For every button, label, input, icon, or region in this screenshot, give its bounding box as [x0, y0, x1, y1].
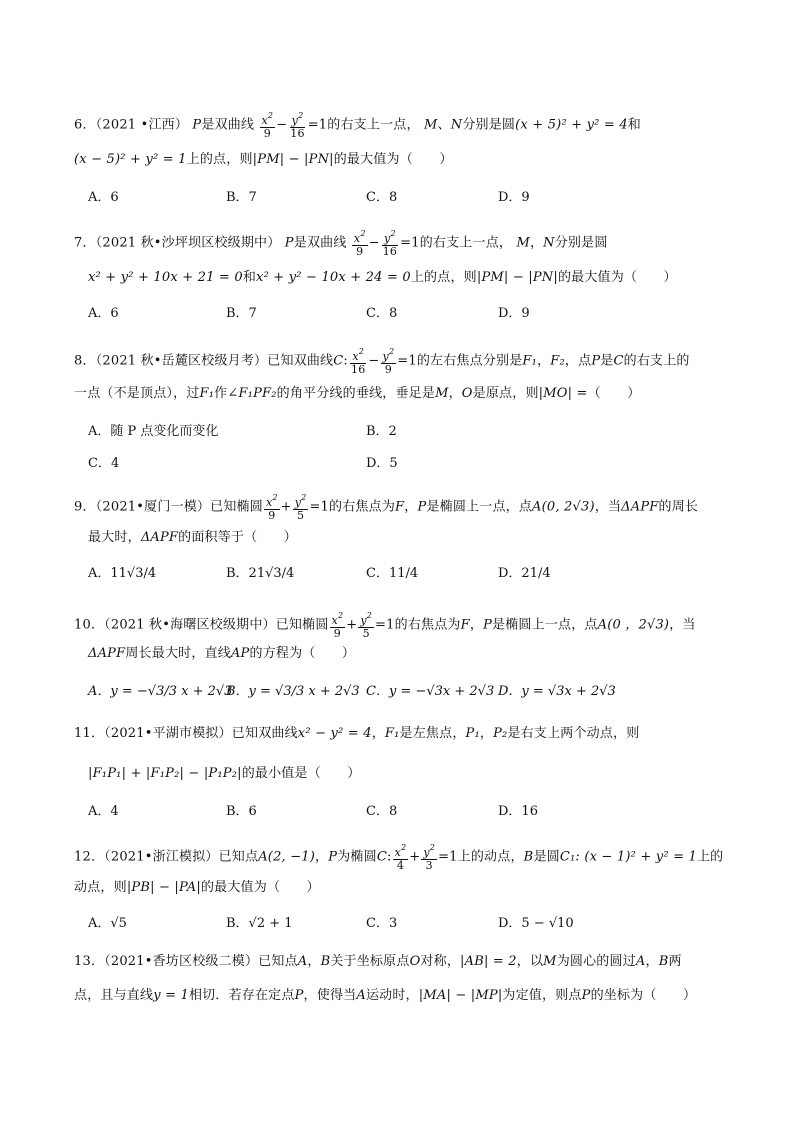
q12-text: 上的	[696, 849, 724, 865]
q12-option-c: C．3	[366, 916, 398, 931]
q13-text: 相切．若存在定点	[188, 988, 295, 1003]
q12-fraction-x: $\frac{x^2}{4}$	[394, 843, 407, 872]
q12-text: 动点，则	[74, 880, 127, 895]
q10-text: 是椭圆上一点，点	[492, 617, 598, 633]
q9-var-f: F	[395, 499, 405, 515]
q8-option-d: D．5	[366, 456, 398, 471]
q6-text: 和	[627, 117, 641, 133]
q8-var-p: P	[591, 353, 601, 369]
q11-text: 是左焦点，	[399, 726, 466, 741]
q7-text: 的右支上一点，	[419, 235, 513, 251]
q10-text: 的右焦点为	[394, 617, 461, 633]
question-13-line-1	[74, 954, 682, 970]
q11-p1: P₁	[465, 726, 480, 741]
q6-source: 6．（2021 •江西）	[74, 117, 193, 133]
q13-text: 的坐标为（ ）	[590, 988, 697, 1003]
q6-fraction-x: $\frac{x^2}{9}$	[261, 111, 274, 140]
q7-fraction-x: $\frac{x^2}{9}$	[353, 229, 366, 258]
question-8-line-1: 8．（2021 秋•岳麓区校级月考）已知双曲线C: $\frac{x^2}{16}$ − $\frac{y^2}{9}$ =1的左右焦点分别是F₁，F₂，点P是C的右支上的	[74, 347, 690, 376]
q8-option-c: C．4	[88, 456, 120, 471]
question-7-line-1: 7．（2021 秋•沙坪坝区校级期中） P是双曲线 $\frac{x^2}{9}$ − $\frac{y^2}{16}$ =1的右支上一点， M，N分别是圆	[74, 229, 608, 258]
q6-expression: |PM| − |PN|	[252, 152, 334, 167]
q12-fraction-y: $\frac{y^2}{3}$	[423, 843, 436, 872]
q7-option-d: D．9	[498, 306, 530, 321]
q13-text: ，使得当	[303, 988, 357, 1003]
q8-text: 的右支上的	[623, 353, 690, 369]
q9-text: 的右焦点为	[329, 499, 396, 515]
q8-f1-2: F₁	[199, 386, 215, 401]
q12-text: 上的动点，	[457, 849, 524, 865]
q10-text: ，	[469, 617, 484, 633]
q6-option-c: C．8	[366, 190, 398, 205]
q12-text: 为椭圆	[337, 849, 377, 865]
q12-point-a: A(2, −1)	[258, 849, 316, 865]
question-9-line-1: 9．（2021•厦门一模）已知椭圆 $\frac{x^2}{9}$ + $\frac{y^2}{5}$ =1的右焦点为F，P是椭圆上一点，点A(0, 2√3)，当ΔAPF的周长	[74, 493, 699, 522]
q13-text: 关于坐标原点	[330, 954, 410, 969]
q13-text: 对称，	[420, 954, 461, 969]
q10-var-f: F	[460, 617, 470, 633]
q11-p2: P₂	[493, 726, 508, 741]
q7-text: 分别是圆	[554, 235, 608, 251]
q12-option-a: A．√5	[88, 916, 127, 931]
q9-fraction-x: $\frac{x^2}{9}$	[265, 493, 278, 522]
q7-text: 上的点，则	[410, 270, 477, 285]
q9-option-a: A．11√3/4	[88, 566, 157, 581]
q9-option-d: D．21/4	[498, 566, 551, 581]
q6-option-a: A．6	[88, 190, 119, 205]
q12-var-p: P	[328, 849, 338, 865]
q7-var-p: P	[284, 235, 294, 251]
q10-fraction-x: $\frac{x^2}{9}$	[331, 611, 344, 640]
q8-text: 作	[214, 386, 228, 401]
q8-text: 的角平分线的垂线，垂足是	[276, 386, 436, 401]
q9-var-p: P	[417, 499, 427, 515]
q12-expression: |PB| − |PA|	[126, 880, 201, 895]
q13-var-m: M	[543, 954, 557, 969]
q6-text: 的右支上一点，	[327, 117, 420, 133]
q9-option-c: C．11/4	[366, 566, 419, 581]
q13-expression: |MA| − |MP|	[418, 988, 503, 1003]
q8-var-c: C	[613, 353, 624, 369]
q9-text: ，	[404, 499, 418, 515]
q13-var-b: B	[320, 954, 331, 969]
q8-var-o: O	[461, 386, 473, 401]
question-10-line-1: 10．（2021 秋•海曙区校级期中）已知椭圆 $\frac{x^2}{9}$ + $\frac{y^2}{5}$ =1的右焦点为F，P是椭圆上一点，点A(0 ，2√3)，当	[74, 611, 696, 640]
question-6-line-1: 6．（2021 •江西） P是双曲线 $\frac{x^2}{9}$ − $\frac{y^2}{16}$ =1的右支上一点， M、N分别是圆(x + 5)² + y² = 4和	[74, 111, 641, 140]
q7-option-a: A．6	[88, 306, 119, 321]
q7-option-b: B．7	[226, 306, 257, 321]
q9-option-b: B．21√3/4	[226, 566, 295, 581]
q8-var-m: M	[435, 386, 449, 401]
q13-var-a-3: A	[356, 988, 366, 1003]
q11-text: 是右支上两个动点，则	[507, 726, 640, 741]
q6-option-b: B．7	[226, 190, 257, 205]
q8-fraction-y: $\frac{y^2}{9}$	[382, 347, 395, 376]
q13-text: ，以	[516, 954, 544, 969]
q8-text: 是	[600, 353, 614, 369]
q10-option-d: D．y = √3x + 2√3	[498, 684, 616, 699]
q9-fraction-y: $\frac{y^2}{5}$	[294, 493, 307, 522]
q9-text: 最大时，	[88, 530, 141, 545]
q10-option-b: B．y = √3/3 x + 2√3	[226, 684, 360, 699]
q10-source: 10．（2021 秋•海曙区校级期中）已知椭圆	[74, 617, 329, 633]
q8-f2: F₂	[550, 353, 565, 369]
q6-text: 的最大值为（ ）	[333, 152, 453, 167]
q12-text: 是圆	[533, 849, 560, 865]
q9-text: 的周长	[658, 499, 699, 515]
q8-text: 一点（不是顶点），过	[74, 386, 200, 401]
q10-point-a: A(0 ，2√3)	[597, 617, 670, 633]
q6-circle-1: (x + 5)² + y² = 4	[515, 117, 628, 133]
q7-circle-1: x² + y² + 10x + 21 = 0	[88, 270, 243, 285]
q11-option-c: C．8	[366, 804, 398, 819]
question-12-line-2	[74, 880, 320, 896]
q12-text: ，	[315, 849, 329, 865]
q12-var-b: B	[523, 849, 534, 865]
q6-var-p: P	[192, 117, 202, 133]
q12-option-d: D．5 − √10	[498, 916, 574, 931]
q12-circle: C₁: (x − 1)² + y² = 1	[559, 849, 697, 865]
q10-text: 周长最大时，直线	[125, 646, 231, 661]
q12-text: 的最大值为（ ）	[200, 880, 320, 895]
q7-text: 是双曲线	[293, 235, 347, 251]
question-7-line-2	[88, 270, 677, 286]
q13-var-p-2: P	[581, 988, 591, 1003]
q13-var-p: P	[294, 988, 304, 1003]
q9-text: ，当	[594, 499, 622, 515]
q11-option-d: D．16	[498, 804, 538, 819]
q13-var-a: A	[297, 954, 308, 969]
q11-equation: x² − y² = 4	[297, 726, 372, 741]
q13-text: 为定值，则点	[502, 988, 582, 1003]
q13-text: 为圆心的圆过	[556, 954, 636, 969]
question-11-line-2	[88, 766, 361, 782]
q12-curve-c: C	[376, 849, 387, 865]
q7-expression: |PM| − |PN|	[476, 270, 558, 285]
q8-text: 是原点，则	[472, 386, 539, 401]
question-13-line-2	[74, 988, 696, 1004]
q11-source: 11．（2021•平湖市模拟）已知双曲线	[74, 726, 298, 741]
q11-f1: F₁	[384, 726, 400, 741]
q13-text: 运动时，	[365, 988, 419, 1003]
q10-fraction-y: $\frac{y^2}{5}$	[360, 611, 373, 640]
q9-source: 9．（2021•厦门一模）已知椭圆	[74, 499, 263, 515]
q6-text: 上的点，则	[186, 152, 253, 167]
q7-text: 的最大值为（ ）	[557, 270, 677, 285]
q13-var-a-2: A	[635, 954, 646, 969]
q11-text: ，	[371, 726, 385, 741]
question-6-line-2	[74, 152, 453, 168]
q11-text: 的最小值是（ ）	[241, 766, 361, 781]
q6-text: 分别是圆	[462, 117, 516, 133]
q6-var-n: N	[450, 117, 463, 133]
question-12-line-1: 12．（2021•浙江模拟）已知点A(2, −1)，P为椭圆C: $\frac{x^2}{4}$ + $\frac{y^2}{3}$ =1上的动点，B是圆C₁: (x − 1)² + y² = 1上的	[74, 843, 724, 872]
q6-fraction-y: $\frac{y^2}{16}$	[290, 111, 305, 140]
question-11-line-1	[74, 726, 639, 742]
q13-var-o: O	[409, 954, 421, 969]
q12-source: 12．（2021•浙江模拟）已知点	[74, 849, 259, 865]
q8-mo: |MO| =	[538, 386, 588, 401]
q7-source: 7．（2021 秋•沙坪坝区校级期中）	[74, 235, 285, 251]
q8-text: ，点	[564, 353, 592, 369]
q8-fraction-x: $\frac{x^2}{16}$	[351, 347, 366, 376]
q13-ab: |AB| = 2	[460, 954, 517, 969]
q9-point-a: A(0, 2√3)	[532, 499, 595, 515]
q13-text: ，	[645, 954, 659, 969]
q8-option-a: A．随 P 点变化而变化	[88, 424, 219, 439]
q9-triangle: ΔAPF	[621, 499, 659, 515]
q6-text: 是双曲线	[201, 117, 255, 133]
q7-var-n: N	[543, 235, 555, 251]
question-9-line-2	[88, 530, 297, 546]
q8-text: ，	[448, 386, 462, 401]
q8-text: 的左右焦点分别是	[416, 353, 523, 369]
q6-text: 、	[437, 117, 451, 133]
q13-text: ，	[307, 954, 321, 969]
q6-circle-2: (x − 5)² + y² = 1	[74, 152, 187, 167]
q8-angle: ∠F₁PF₂	[227, 386, 277, 401]
q10-var-p: P	[483, 617, 493, 633]
q13-var-b-2: B	[658, 954, 669, 969]
q10-option-c: C．y = −√3x + 2√3	[366, 684, 495, 699]
q8-text: （ ）	[587, 386, 641, 401]
q11-text: ，	[479, 726, 494, 741]
q11-expression: |F₁P₁| + |F₁P₂| − |P₁P₂|	[88, 766, 242, 781]
q7-text: 和	[242, 270, 257, 285]
q9-text: 的面积等于（ ）	[178, 530, 297, 545]
q9-triangle-2: ΔAPF	[140, 530, 179, 545]
q10-triangle: ΔAPF	[88, 646, 126, 661]
q10-option-a: A．y = −√3/3 x + 2√3	[88, 684, 233, 699]
question-8-line-2	[74, 386, 640, 402]
q10-text: ，当	[669, 617, 696, 633]
q13-source: 13．（2021•香坊区校级二模）已知点	[74, 954, 298, 969]
question-10-line-2	[88, 646, 355, 662]
q8-f1: F₁	[522, 353, 538, 369]
q6-var-m: M	[424, 117, 438, 133]
q13-line-y: y = 1	[153, 988, 189, 1003]
q7-option-c: C．8	[366, 306, 398, 321]
q13-text: 两	[668, 954, 682, 969]
q8-option-b: B．2	[366, 424, 397, 439]
q7-fraction-y: $\frac{y^2}{16}$	[382, 229, 398, 258]
q13-text: 点，且与直线	[74, 988, 154, 1003]
q8-curve-c: C	[333, 353, 344, 369]
q6-option-d: D．9	[498, 190, 530, 205]
q12-option-b: B．√2 + 1	[226, 916, 293, 931]
q10-text: 的方程为（ ）	[249, 646, 356, 661]
q11-option-b: B．6	[226, 804, 257, 819]
q10-line-ap: AP	[230, 646, 250, 661]
q9-text: 是椭圆上一点，点	[426, 499, 533, 515]
q11-option-a: A．4	[88, 804, 119, 819]
q7-var-m: M	[516, 235, 530, 251]
q7-circle-2: x² + y² − 10x + 24 = 0	[256, 270, 411, 285]
q8-source: 8．（2021 秋•岳麓区校级月考）已知双曲线	[74, 353, 334, 369]
